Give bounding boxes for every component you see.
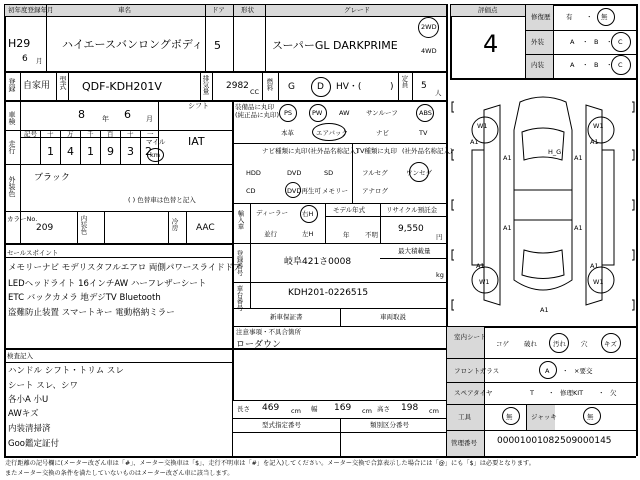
selling-line: メモリーナビ モデリスタフルエアロ 両側パワースライドドア — [8, 263, 242, 273]
spare-opt-missing: 欠 — [610, 389, 617, 397]
type-spec-label: 型式指定番号 — [262, 421, 301, 429]
color-no-value: 209 — [36, 223, 54, 233]
spare-opt-kit: 修理KIT — [560, 389, 584, 397]
fuel-hv: HV・( — [336, 82, 362, 92]
spare-label: スペアタイヤ — [454, 389, 493, 397]
import-label: 輸入車 — [236, 210, 245, 230]
color-no-label: カラーNo. — [7, 215, 38, 223]
mileage-h-man: 万 — [67, 130, 74, 138]
navi-hdd: HDD — [246, 169, 261, 177]
length-value: 469 — [262, 403, 280, 413]
door-value: 5 — [214, 39, 221, 52]
reg-label: 登録 — [8, 78, 16, 92]
import-dealer: ディーラー — [256, 209, 288, 217]
mark-a1: A1 — [503, 154, 512, 162]
car-name-value: ハイエースバンロングボディ — [62, 38, 203, 51]
height-unit: cm — [429, 407, 439, 415]
model-year-label: モデル年式 — [333, 206, 366, 214]
footer-note-2: またメーター交換の条件を満たしていないものはメーター改ざん車に該当します。 — [5, 470, 234, 477]
tv-title: TV種類に丸印 — [356, 147, 397, 155]
use-value: 自家用 — [23, 81, 51, 91]
import-left-h: 左H — [302, 230, 314, 238]
first-reg-year: H29 — [8, 37, 31, 50]
mileage-h-juu: 十 — [127, 130, 134, 138]
selling-line: LEDヘッドライト 16インチAW ハーフレザーシート — [8, 279, 207, 289]
first-reg-header: 初年度登録年月 — [8, 6, 54, 14]
interior-color-label: 内装色 — [79, 215, 88, 235]
max-load-unit: kg — [436, 271, 444, 279]
mileage-digit: 1 — [47, 145, 54, 158]
capacity-unit: 人 — [435, 89, 442, 97]
mileage-digit: 3 — [127, 145, 134, 158]
mark-hg: H_G — [548, 148, 562, 156]
int-opt-c: C — [618, 61, 623, 69]
spare-dot: ・ — [598, 389, 605, 397]
jack-opt: 無 — [587, 413, 594, 421]
aircon-label: 冷房 — [170, 218, 179, 231]
spare-dot: ・ — [548, 389, 555, 397]
tool-label: 工具 — [458, 413, 471, 421]
mileage-digit: 2 — [145, 145, 152, 158]
inspector-line: 内装清掃済 — [8, 424, 51, 434]
color-note: ( ) 色替車は色替と記入 — [128, 196, 196, 204]
int-opt-b: B — [594, 61, 599, 69]
month-unit-2: 月 — [146, 115, 153, 123]
ext-opt-c: C — [618, 38, 623, 46]
mark-w1: W1 — [593, 278, 604, 286]
navi-memory: メモリー — [322, 187, 348, 195]
mark-a1: A1 — [470, 138, 479, 146]
equip-title: 装備品に丸印 — [235, 103, 274, 111]
mgmt-label: 管理番号 — [451, 439, 477, 447]
footer-note-1: 走行距離の記号欄に(メーター改ざん車は「#」、メーター交換車は「$」、走行不明車は「#」を記入)してください。メーター交換で合算表示した場合には「@」にも「$」は必要となります。 — [5, 460, 535, 467]
seat-opt-koge: コゲ — [496, 340, 509, 348]
reg-no-value: 岐阜421さ0008 — [284, 257, 352, 267]
eval-score-value: 4 — [483, 30, 499, 58]
width-label: 幅 — [311, 405, 318, 413]
mark-a1: A1 — [476, 262, 485, 270]
seat-label: 室内シート — [454, 333, 487, 341]
capacity-label: 定員 — [400, 75, 409, 88]
inspection-year: 8 — [78, 108, 85, 121]
int-dot: ・ — [582, 61, 589, 69]
mileage-h-hyaku: 百 — [107, 130, 114, 138]
repair-opt-no: 無 — [601, 13, 608, 21]
owner-manual: 車両取説 — [380, 313, 406, 321]
recycle-unit: 円 — [436, 233, 443, 241]
car-damage-diagram — [450, 90, 636, 322]
equip-leather: 本革 — [281, 129, 294, 137]
mark-w1: W1 — [479, 278, 490, 286]
mark-a1: A1 — [540, 306, 549, 314]
aircon-value: AAC — [196, 223, 215, 233]
year-unit: 年 — [102, 115, 109, 123]
import-parallel: 並行 — [264, 230, 277, 238]
mileage-unit-mile: マイル — [146, 138, 166, 146]
tv-oneseg: ワンセグ — [406, 169, 432, 177]
shape-header: 形状 — [241, 6, 254, 14]
tv-fullseg: フルセグ — [362, 169, 388, 177]
navi-title: ナビ種類に丸印 — [262, 147, 308, 155]
import-right-h: 右H — [302, 210, 314, 218]
cc-unit: CC — [250, 88, 260, 96]
fuel-close: ) — [390, 82, 394, 92]
selling-line: 盗難防止装置 スマートキー 電動格納ミラー — [8, 308, 175, 318]
ext-opt-b: B — [594, 38, 599, 46]
equip-pw: PW — [312, 109, 323, 117]
car-name-header: 車名 — [118, 6, 131, 14]
tool-opt: 無 — [506, 413, 513, 421]
capacity-value: 5 — [421, 81, 427, 91]
glass-dot: ・ — [562, 367, 569, 375]
int-dot: ・ — [606, 61, 613, 69]
width-value: 169 — [334, 403, 352, 413]
drive-4wd: 4WD — [421, 47, 437, 55]
mileage-digit: 1 — [87, 145, 94, 158]
inspector-line: AWキズ — [8, 409, 39, 419]
class-label: 類別区分番号 — [370, 421, 409, 429]
recycle-label: リサイクル預託金 — [386, 206, 438, 214]
spare-opt-t: T — [530, 389, 534, 397]
tv-analog: アナログ — [362, 187, 388, 195]
mark-w1: W1 — [477, 122, 488, 130]
mark-a1: A1 — [574, 154, 583, 162]
height-label: 高さ — [377, 405, 390, 413]
grade-value: スーパーGL DARKPRIME — [272, 39, 398, 52]
ext-dot: ・ — [606, 38, 613, 46]
glass-opt-a: A — [545, 367, 550, 375]
new-car-warranty: 新車保証書 — [270, 313, 303, 321]
type-label: 型式 — [59, 76, 67, 90]
type-value: QDF-KDH201V — [82, 80, 162, 93]
navi-sd: SD — [324, 169, 334, 177]
seat-opt-kizu: キズ — [604, 340, 617, 348]
mark-a1: A1 — [590, 262, 599, 270]
fuel-g: G — [288, 82, 295, 92]
fuel-label: 燃料 — [265, 78, 274, 91]
inspector-line: Goo鑑定証付 — [8, 439, 59, 449]
selling-line: ETC バックカメラ 地デジTV Bluetooth — [8, 293, 161, 303]
mileage-h-ten: 十 — [47, 130, 54, 138]
exterior-label: 外装 — [531, 38, 544, 46]
repair-label: 修復歴 — [531, 13, 551, 21]
equip-ps: PS — [284, 109, 293, 117]
notes-line: ローダウン — [236, 340, 282, 350]
inspector-line: ハンドル シフト・トリム スレ — [8, 366, 124, 376]
mileage-digit: 9 — [107, 145, 114, 158]
int-opt-a: A — [570, 61, 575, 69]
inspection-label: 車検 — [8, 111, 16, 125]
mark-a1: A1 — [503, 224, 512, 232]
mgmt-value: 00001001082509000145 — [497, 436, 612, 446]
seat-opt-yabure: 破れ — [524, 340, 537, 348]
repair-dot: ・ — [586, 13, 593, 21]
recycle-value: 9,550 — [398, 224, 424, 234]
length-label: 長さ — [237, 405, 250, 413]
mileage-h-sen: 千 — [87, 130, 94, 138]
mileage-digit: 4 — [67, 145, 74, 158]
chassis-value: KDH201-0226515 — [288, 288, 369, 298]
door-header: ドア — [212, 6, 225, 14]
fuel-d: D — [317, 82, 324, 92]
glass-opt-replace: ×要交 — [574, 367, 593, 375]
first-reg-month: 6 — [22, 54, 28, 64]
jack-label: ジャッキ — [531, 413, 557, 421]
inspection-month: 6 — [124, 108, 131, 121]
mileage-label: 走行 — [8, 140, 16, 154]
equip-airbag: エアバック — [316, 129, 348, 137]
model-year-unknown: 不明 — [365, 231, 378, 239]
height-value: 198 — [401, 403, 419, 413]
navi-dvd-play: DVD再生可 — [287, 187, 321, 195]
ext-opt-a: A — [570, 38, 575, 46]
shift-value: IAT — [188, 135, 205, 148]
mileage-unit-km: km — [150, 151, 161, 159]
chassis-label: 車台番号 — [235, 285, 244, 311]
drive-2wd: 2WD — [421, 23, 437, 31]
reg-no-label: 登録番号 — [235, 250, 244, 276]
equip-title-sub: (純正品に丸印) — [235, 111, 280, 119]
equip-navi: ナビ — [376, 129, 389, 137]
mark-w1: W1 — [593, 122, 604, 130]
mark-a1: A1 — [590, 138, 599, 146]
shift-label: シフト — [188, 102, 209, 110]
navi-cd: CD — [246, 187, 256, 195]
seat-opt-ana: 穴 — [581, 340, 588, 348]
model-year-unit: 年 — [343, 231, 350, 239]
inspector-line: 各小A 小U — [8, 395, 49, 405]
selling-title: セールスポイント — [7, 249, 59, 257]
glass-label: フロントガラス — [454, 367, 500, 375]
length-unit: cm — [291, 407, 301, 415]
mark-a1: A1 — [574, 224, 583, 232]
navi-dvd: DVD — [287, 169, 302, 177]
mileage-h-ichi: 一 — [147, 130, 154, 138]
inspector-title: 検査記入 — [7, 352, 33, 360]
interior-label: 内装 — [531, 61, 544, 69]
month-unit: 月 — [36, 57, 43, 65]
equip-tv: TV — [419, 129, 428, 137]
equip-abs: ABS — [419, 109, 432, 117]
seat-opt-yogore: 汚れ — [553, 340, 566, 348]
repair-opt-yes: 有 — [566, 13, 573, 21]
ext-dot: ・ — [582, 38, 589, 46]
max-load-label: 最大積載量 — [398, 247, 431, 255]
width-unit: cm — [362, 407, 372, 415]
displacement-label: 排気量 — [201, 75, 210, 95]
color-value: ブラック — [34, 173, 70, 183]
mileage-h-symbol: 記号 — [24, 130, 37, 138]
color-label: 外装色 — [8, 176, 16, 197]
tv-title-sub: (社外品名称記入) — [402, 147, 453, 155]
notes-title: 注意事項・不具合箇所 — [236, 328, 301, 336]
grade-header: グレード — [344, 6, 370, 14]
equip-aw: AW — [339, 109, 350, 117]
displacement-value: 2982 — [226, 81, 249, 91]
equip-sunroof: サンルーフ — [366, 109, 398, 117]
eval-score-label: 評価点 — [478, 6, 498, 14]
inspector-line: シート スレ、シワ — [8, 381, 79, 391]
navi-title-sub: (社外品名称記入) — [308, 147, 359, 155]
